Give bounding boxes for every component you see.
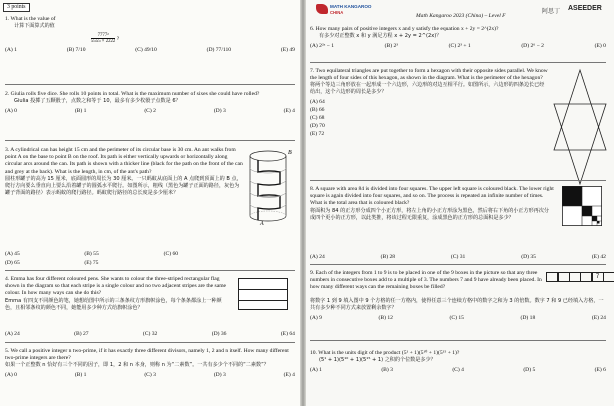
q10-zh: (5¹ + 1)(5¹⁰ + 1)(5¹⁵ + 1) 之积的个位数是多少？: [319, 357, 436, 364]
divider: [310, 62, 606, 63]
page-header: [306, 0, 614, 22]
option-b[interactable]: (B) 55: [84, 251, 99, 257]
q6-zh: 有多少对正整数 x 和 y 满足方程 x + 2y = 2^(2x)？: [319, 33, 442, 40]
question-6: [310, 26, 606, 50]
option-e[interactable]: (E) 0: [594, 43, 606, 50]
option-c[interactable]: (C) 4: [452, 367, 464, 374]
q3-text: 3. A cylindrical can has height 15 cm and the perimeter of its circular base is 30 cm. An ant walks from point A on the base to point B on the roof. Its path is either vertically upwards or horizontally along circular arcs around the can. Its path is shown with a thicker line (black for the path on the front of the can and grey at the back). What is the length, in cm, of the ant's path?: [5, 147, 243, 175]
q7-options: [310, 98, 548, 138]
nested-squares-figure: [562, 186, 602, 226]
logo-main: MATH KANGAROO: [330, 4, 372, 9]
option-c[interactable]: (C) 31: [450, 254, 466, 260]
option-c[interactable]: (C) 60: [163, 251, 179, 257]
option-a[interactable]: (A) 1: [5, 47, 17, 54]
divider: [5, 270, 295, 271]
number-box[interactable]: [569, 272, 581, 282]
q10-options: [310, 367, 606, 374]
option-a[interactable]: (A) 45: [5, 251, 20, 257]
option-e[interactable]: (E) 72: [310, 131, 325, 138]
number-box[interactable]: [580, 272, 592, 282]
flag-stripe: [239, 279, 287, 290]
q9-zh-wrap: [310, 298, 606, 322]
q5-options: [5, 372, 295, 379]
q4-options: [5, 331, 295, 338]
option-a[interactable]: (A) 64: [310, 99, 325, 106]
option-e[interactable]: (E) 42: [591, 254, 606, 260]
q2-options: [5, 108, 295, 115]
partner-logo-zh: 阿思丁: [542, 8, 561, 15]
number-box[interactable]: 7: [592, 272, 604, 282]
q10-text: 10. What is the units digit of the product (5¹ + 1)(5¹⁰ + 1)(5¹⁵ + 1)?: [310, 350, 460, 356]
option-e[interactable]: (E) 75: [84, 260, 99, 267]
option-a[interactable]: (A) 0: [5, 372, 17, 379]
kangaroo-logo-icon: [316, 4, 328, 14]
option-b[interactable]: (B) 1: [74, 108, 87, 115]
option-d[interactable]: (D) 35: [521, 254, 536, 260]
option-d[interactable]: (D) 77/110: [206, 47, 232, 54]
option-a[interactable]: (A) 24: [310, 254, 325, 260]
q1-question-mark: ?: [116, 35, 120, 42]
points-label: 3 points: [3, 3, 30, 12]
divider: [5, 342, 295, 343]
flag-stripe: [239, 290, 287, 301]
option-b[interactable]: (B) 28: [380, 254, 396, 260]
divider: [5, 84, 295, 85]
option-d[interactable]: (D) 18: [520, 315, 536, 321]
divider: [310, 180, 606, 181]
q1-denominator: 5555 × 2222: [91, 39, 116, 45]
logo-sub: CHINA: [330, 10, 344, 15]
q7-zh: 将两个等边三角形放在一起形成一个六边形，六边形的对边互相平行。如图所示，六边形的四条边长已经给出，这个六边形的周长是多少？: [310, 82, 545, 96]
right-page: [306, 0, 614, 406]
q7-text: 7. Two equilateral triangles are put together to form a hexagon with their opposite sides parallel. We know the length of four sides of this hexagon, as shown in the diagram. What is the perimeter of the hexagon?: [310, 68, 548, 82]
option-a[interactable]: (A) 1: [310, 367, 322, 374]
q8-options: [310, 254, 606, 261]
divider: [310, 340, 606, 341]
option-b[interactable]: (B) 27: [74, 331, 89, 337]
q4-zh: Emma 有四支不同颜色的笔，她想给图中所示的三条条纹方形旗帜涂色，每个条条都涂上一种颜色，且相邻条纹的颜色不同，她能用多少种方式给旗帜涂色？: [5, 297, 222, 311]
question-3: [5, 147, 243, 197]
question-4: [5, 276, 231, 312]
number-boxes: [547, 272, 614, 282]
q9-options: [310, 315, 606, 322]
question-1: [5, 16, 295, 54]
q8-zh: 将面积为 84 的正方形分成四个小正方形，将左上角的小正方形涂为黑色，然后将右下角的小正方形再次分成四个更小的正方形，以此类推，将该过程无限重复，涂成黑色的正方形的总面积是多少？: [310, 207, 549, 221]
option-c[interactable]: (C) 3: [144, 372, 156, 379]
number-box[interactable]: [546, 272, 558, 282]
question-5: [5, 348, 295, 380]
divider: [5, 140, 295, 141]
option-a[interactable]: (A) 24: [5, 331, 20, 337]
option-e[interactable]: (E) 24: [591, 315, 606, 321]
option-d[interactable]: (D) 5: [523, 367, 536, 374]
q2-text: 2. Giulia rolls five dice. She rolls 10 points in total. What is the maximum number of sixes she could have rolled?: [5, 91, 260, 97]
q5-text: 5. We call a positive integer n two-prime, if it has exactly three different divisors, namely 1, 2 and n itself. How many different two-prime integers are there?: [5, 348, 289, 362]
cylinder-figure: [244, 148, 296, 226]
striped-flag: [238, 278, 288, 310]
label-b: B: [288, 150, 292, 156]
question-2: [5, 91, 295, 115]
q6-text: 6. How many pairs of positive integers x and y satisfy the equation x + 2y = 2^(2x)?: [310, 26, 499, 32]
option-c[interactable]: (C) 49/10: [135, 47, 157, 54]
q4-text: 4. Emma has four different coloured pens. She wants to colour the three-striped rectangular flag shown in the diagram so that each stripe is a single colour and no two adjacent stripes are the same colour. In how many ways can she do this?: [5, 276, 227, 297]
option-d[interactable]: (D) 3: [213, 372, 226, 379]
q9-zh: 将数字 1 到 9 填入图中 9 个方格的任一方格内，使得任意三个连续方格中的数字之和为 3 的倍数。数字 7 和 9 已经填入方格，一共有多少种不同方式来放置剩余数字？: [310, 298, 604, 311]
question-8: [310, 186, 554, 222]
option-d[interactable]: (D) 36: [211, 331, 227, 337]
q1-text: 1. What is the value of: [5, 16, 56, 22]
option-d[interactable]: (D) 70: [310, 123, 325, 130]
q3-options-wrap: [5, 251, 243, 267]
divider: [310, 264, 606, 265]
question-10: [310, 350, 606, 374]
q8-options-wrap: [310, 254, 606, 261]
q9-text: 9. Each of the integers from 1 to 9 is to be placed in one of the 9 boxes in the picture so that any three numbers in consecutive boxes add to a multiple of 3. The numbers 7 and 9 have already been placed. In how many different ways can the remaining boxes be filled?: [310, 270, 542, 291]
q2-zh: Giulia 投掷了五颗骰子，点数之和等于 10，最多有多少枚骰子点数是 6？: [14, 98, 181, 105]
q1-numerator: 7777²: [91, 33, 115, 39]
option-d[interactable]: (D) 3: [213, 108, 226, 115]
left-page: [0, 0, 300, 406]
label-a: A: [260, 221, 264, 226]
q5-zh: 如果一个正整数 n 恰好有三个不同的因子，即 1，2 和 n 本身，则称 n 为“二素数”。一共有多少个不同的“二素数”？: [5, 362, 269, 369]
option-e[interactable]: (E) 4: [283, 372, 295, 379]
option-e[interactable]: (E) 49: [280, 47, 295, 54]
option-b[interactable]: (B) 2³: [384, 43, 398, 50]
option-c[interactable]: (C) 32: [142, 331, 158, 337]
option-c[interactable]: (C) 2: [144, 108, 156, 115]
option-b[interactable]: (B) 7/10: [66, 47, 86, 54]
q1-expression: [91, 33, 295, 44]
q3-zh: 圆柱形罐子的高为 15 厘米，底面圆形的周长为 30 厘米。一只蚂蚁从底面上的 A 点爬到顶面上的 B 点，爬行方向要么垂直向上要么沿着罐子的圆弧水平爬行。如图所示，粗线（黑色为罐子正面的路径，灰色为罐子背面的路径）表示蚂蚁的爬行路径。蚂蚁爬行路径的总长度是多少厘米？: [5, 175, 242, 196]
q4-options-wrap: [5, 331, 295, 338]
option-b[interactable]: (B) 66: [310, 107, 325, 114]
option-c[interactable]: (C) 2³ + 1: [448, 43, 471, 50]
question-7: [310, 68, 548, 138]
flag-stripe: [239, 301, 287, 310]
q3-options: [5, 251, 243, 267]
option-e[interactable]: (E) 64: [280, 331, 295, 337]
question-9: [310, 270, 546, 292]
option-c[interactable]: (C) 15: [449, 315, 464, 321]
option-a[interactable]: (A) 2²ˣ − 1: [310, 43, 335, 50]
option-b[interactable]: (B) 12: [378, 315, 393, 321]
option-b[interactable]: (B) 3: [381, 367, 393, 374]
q1-fraction: [91, 33, 115, 44]
option-d[interactable]: (D) 65: [5, 260, 20, 267]
option-a[interactable]: (A) 0: [5, 108, 17, 115]
option-c[interactable]: (C) 68: [310, 115, 325, 122]
option-e[interactable]: (E) 4: [283, 108, 295, 115]
partner-logo: ASEEDER: [568, 5, 602, 12]
number-box[interactable]: [558, 272, 570, 282]
header-title: Math Kangaroo 2023 (China) – Level F: [416, 13, 506, 19]
q1-zh: 计算下面算式的值: [14, 23, 55, 30]
q1-options: [5, 47, 295, 54]
hexagram-figure: [550, 66, 610, 188]
q6-options: [310, 43, 606, 50]
option-d[interactable]: (D) 2⁶ − 2: [521, 43, 544, 50]
option-b[interactable]: (B) 1: [74, 372, 87, 379]
q8-text: 8. A square with area 84 is divided into four squares. The upper left square is coloured black. The lower right square is again divided into four squares, and so on. The process is repeated an infinite number of times. What is the total area that is coloured black?: [310, 186, 554, 207]
option-a[interactable]: (A) 9: [310, 315, 322, 321]
number-box[interactable]: [603, 272, 614, 282]
option-e[interactable]: (E) 6: [594, 367, 606, 374]
